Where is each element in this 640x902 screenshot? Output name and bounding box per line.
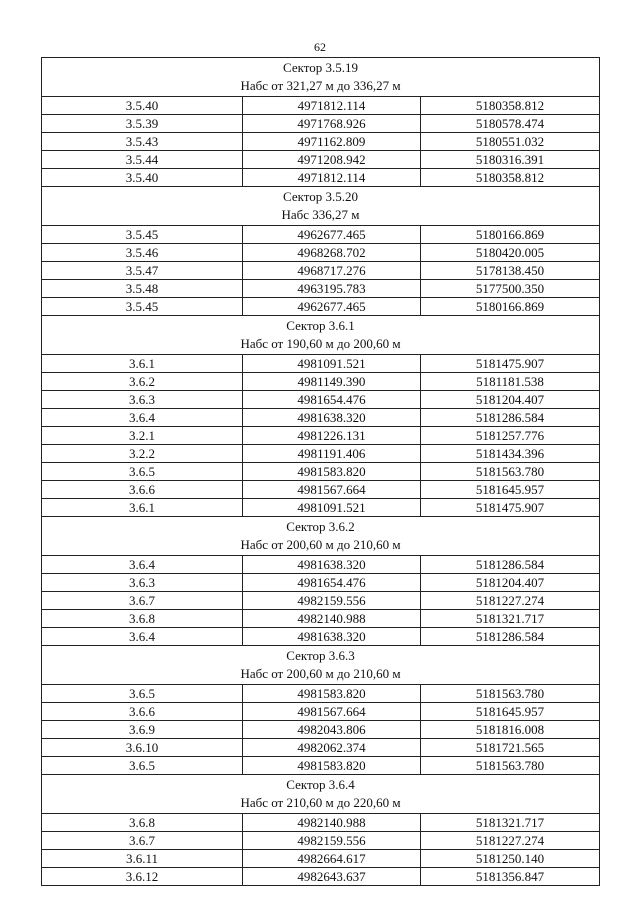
sector-subtitle: Набс от 200,60 м до 210,60 м: [240, 537, 401, 552]
x-coordinate-cell: 4981091.521: [243, 355, 421, 373]
table-row: [42, 685, 600, 703]
x-coordinate-cell: 4971162.809: [243, 133, 421, 151]
table-row: [42, 556, 600, 574]
table-row: [42, 703, 600, 721]
point-id-cell: 3.6.12: [42, 868, 243, 886]
table-row: [42, 757, 600, 775]
x-coordinate-cell: 4981638.320: [243, 628, 421, 646]
x-coordinate-cell: 4982062.374: [243, 739, 421, 757]
point-id-cell: 3.5.39: [42, 115, 243, 133]
sector-header: [42, 517, 600, 556]
point-id-cell: 3.6.7: [42, 832, 243, 850]
x-coordinate-cell: 4981638.320: [243, 409, 421, 427]
x-coordinate-cell: 4981583.820: [243, 757, 421, 775]
table-row: [42, 592, 600, 610]
y-coordinate-cell: 5178138.450: [421, 262, 600, 280]
y-coordinate-cell: 5181204.407: [421, 574, 600, 592]
table-row: [42, 262, 600, 280]
table-row: [42, 97, 600, 115]
y-coordinate-cell: 5181286.584: [421, 556, 600, 574]
sector-subtitle: Набс от 210,60 м до 220,60 м: [240, 795, 401, 810]
y-coordinate-cell: 5181227.274: [421, 832, 600, 850]
point-id-cell: 3.6.4: [42, 556, 243, 574]
point-id-cell: 3.5.44: [42, 151, 243, 169]
point-id-cell: 3.6.6: [42, 703, 243, 721]
x-coordinate-cell: 4982643.637: [243, 868, 421, 886]
x-coordinate-cell: 4981091.521: [243, 499, 421, 517]
y-coordinate-cell: 5181204.407: [421, 391, 600, 409]
y-coordinate-cell: 5181816.008: [421, 721, 600, 739]
y-coordinate-cell: 5180166.869: [421, 226, 600, 244]
point-id-cell: 3.6.3: [42, 391, 243, 409]
y-coordinate-cell: 5181563.780: [421, 685, 600, 703]
y-coordinate-cell: 5177500.350: [421, 280, 600, 298]
x-coordinate-cell: 4981226.131: [243, 427, 421, 445]
table-row: [42, 739, 600, 757]
sector-title: Сектор 3.5.20: [283, 189, 359, 204]
table-row: [42, 610, 600, 628]
point-id-cell: 3.6.8: [42, 610, 243, 628]
table-row: [42, 373, 600, 391]
x-coordinate-cell: 4982140.988: [243, 814, 421, 832]
sector-header-row: [42, 187, 600, 226]
y-coordinate-cell: 5181286.584: [421, 409, 600, 427]
sector-header-row: [42, 775, 600, 814]
y-coordinate-cell: 5180551.032: [421, 133, 600, 151]
x-coordinate-cell: 4968717.276: [243, 262, 421, 280]
sector-header-row: [42, 646, 600, 685]
sector-subtitle: Набс от 190,60 м до 200,60 м: [240, 336, 401, 351]
sector-header-row: [42, 517, 600, 556]
x-coordinate-cell: 4982043.806: [243, 721, 421, 739]
y-coordinate-cell: 5180166.869: [421, 298, 600, 316]
table-row: [42, 151, 600, 169]
table-row: [42, 244, 600, 262]
y-coordinate-cell: 5180578.474: [421, 115, 600, 133]
table-row: [42, 115, 600, 133]
sector-header-row: [42, 58, 600, 97]
x-coordinate-cell: 4981638.320: [243, 556, 421, 574]
point-id-cell: 3.6.2: [42, 373, 243, 391]
point-id-cell: 3.5.45: [42, 226, 243, 244]
table-row: [42, 409, 600, 427]
table-row: [42, 850, 600, 868]
sector-header: [42, 646, 600, 685]
x-coordinate-cell: 4981567.664: [243, 481, 421, 499]
table-row: [42, 391, 600, 409]
x-coordinate-cell: 4982140.988: [243, 610, 421, 628]
y-coordinate-cell: 5181475.907: [421, 499, 600, 517]
table-row: [42, 298, 600, 316]
y-coordinate-cell: 5181257.776: [421, 427, 600, 445]
table-row: [42, 427, 600, 445]
y-coordinate-cell: 5181645.957: [421, 703, 600, 721]
x-coordinate-cell: 4968268.702: [243, 244, 421, 262]
table-row: [42, 133, 600, 151]
point-id-cell: 3.6.9: [42, 721, 243, 739]
point-id-cell: 3.5.47: [42, 262, 243, 280]
y-coordinate-cell: 5180316.391: [421, 151, 600, 169]
y-coordinate-cell: 5181434.396: [421, 445, 600, 463]
table-row: [42, 832, 600, 850]
sector-title: Сектор 3.6.1: [286, 318, 355, 333]
x-coordinate-cell: 4981191.406: [243, 445, 421, 463]
table-row: [42, 463, 600, 481]
x-coordinate-cell: 4982159.556: [243, 592, 421, 610]
sector-title: Сектор 3.6.2: [286, 519, 355, 534]
x-coordinate-cell: 4971812.114: [243, 169, 421, 187]
sector-subtitle: Набс от 200,60 м до 210,60 м: [240, 666, 401, 681]
table-row: [42, 481, 600, 499]
table-row: [42, 280, 600, 298]
table-row: [42, 226, 600, 244]
x-coordinate-cell: 4981583.820: [243, 685, 421, 703]
y-coordinate-cell: 5181645.957: [421, 481, 600, 499]
point-id-cell: 3.6.7: [42, 592, 243, 610]
point-id-cell: 3.5.48: [42, 280, 243, 298]
x-coordinate-cell: 4982159.556: [243, 832, 421, 850]
sector-header: [42, 187, 600, 226]
point-id-cell: 3.2.1: [42, 427, 243, 445]
page-number: 62: [314, 40, 326, 54]
y-coordinate-cell: 5181721.565: [421, 739, 600, 757]
y-coordinate-cell: 5180358.812: [421, 97, 600, 115]
sector-title: Сектор 3.6.3: [286, 648, 355, 663]
x-coordinate-cell: 4982664.617: [243, 850, 421, 868]
sector-subtitle: Набс от 321,27 м до 336,27 м: [240, 78, 401, 93]
point-id-cell: 3.2.2: [42, 445, 243, 463]
point-id-cell: 3.5.46: [42, 244, 243, 262]
point-id-cell: 3.6.5: [42, 463, 243, 481]
point-id-cell: 3.6.11: [42, 850, 243, 868]
table-row: [42, 169, 600, 187]
point-id-cell: 3.6.1: [42, 499, 243, 517]
x-coordinate-cell: 4981149.390: [243, 373, 421, 391]
y-coordinate-cell: 5181563.780: [421, 463, 600, 481]
point-id-cell: 3.6.4: [42, 628, 243, 646]
x-coordinate-cell: 4981654.476: [243, 391, 421, 409]
x-coordinate-cell: 4971812.114: [243, 97, 421, 115]
point-id-cell: 3.5.40: [42, 97, 243, 115]
y-coordinate-cell: 5181563.780: [421, 757, 600, 775]
sector-subtitle: Набс 336,27 м: [281, 207, 360, 222]
x-coordinate-cell: 4962677.465: [243, 298, 421, 316]
table-row: [42, 574, 600, 592]
table-row: [42, 355, 600, 373]
y-coordinate-cell: 5181321.717: [421, 610, 600, 628]
x-coordinate-cell: 4981567.664: [243, 703, 421, 721]
point-id-cell: 3.6.1: [42, 355, 243, 373]
point-id-cell: 3.6.5: [42, 757, 243, 775]
coordinate-table: [41, 57, 600, 886]
y-coordinate-cell: 5181475.907: [421, 355, 600, 373]
sector-title: Сектор 3.5.19: [283, 60, 359, 75]
y-coordinate-cell: 5181250.140: [421, 850, 600, 868]
y-coordinate-cell: 5181356.847: [421, 868, 600, 886]
point-id-cell: 3.6.8: [42, 814, 243, 832]
point-id-cell: 3.6.5: [42, 685, 243, 703]
point-id-cell: 3.6.3: [42, 574, 243, 592]
point-id-cell: 3.5.40: [42, 169, 243, 187]
x-coordinate-cell: 4962677.465: [243, 226, 421, 244]
table-row: [42, 499, 600, 517]
table-row: [42, 628, 600, 646]
table-row: [42, 868, 600, 886]
point-id-cell: 3.6.10: [42, 739, 243, 757]
point-id-cell: 3.6.6: [42, 481, 243, 499]
x-coordinate-cell: 4981583.820: [243, 463, 421, 481]
y-coordinate-cell: 5181227.274: [421, 592, 600, 610]
sector-header: [42, 775, 600, 814]
x-coordinate-cell: 4963195.783: [243, 280, 421, 298]
y-coordinate-cell: 5180358.812: [421, 169, 600, 187]
x-coordinate-cell: 4971208.942: [243, 151, 421, 169]
y-coordinate-cell: 5181181.538: [421, 373, 600, 391]
point-id-cell: 3.5.45: [42, 298, 243, 316]
table-row: [42, 445, 600, 463]
coordinate-table-body: [42, 58, 600, 886]
sector-title: Сектор 3.6.4: [286, 777, 355, 792]
point-id-cell: 3.6.4: [42, 409, 243, 427]
x-coordinate-cell: 4971768.926: [243, 115, 421, 133]
table-row: [42, 814, 600, 832]
y-coordinate-cell: 5181286.584: [421, 628, 600, 646]
sector-header: [42, 316, 600, 355]
sector-header-row: [42, 316, 600, 355]
point-id-cell: 3.5.43: [42, 133, 243, 151]
y-coordinate-cell: 5181321.717: [421, 814, 600, 832]
x-coordinate-cell: 4981654.476: [243, 574, 421, 592]
sector-header: [42, 58, 600, 97]
table-row: [42, 721, 600, 739]
y-coordinate-cell: 5180420.005: [421, 244, 600, 262]
